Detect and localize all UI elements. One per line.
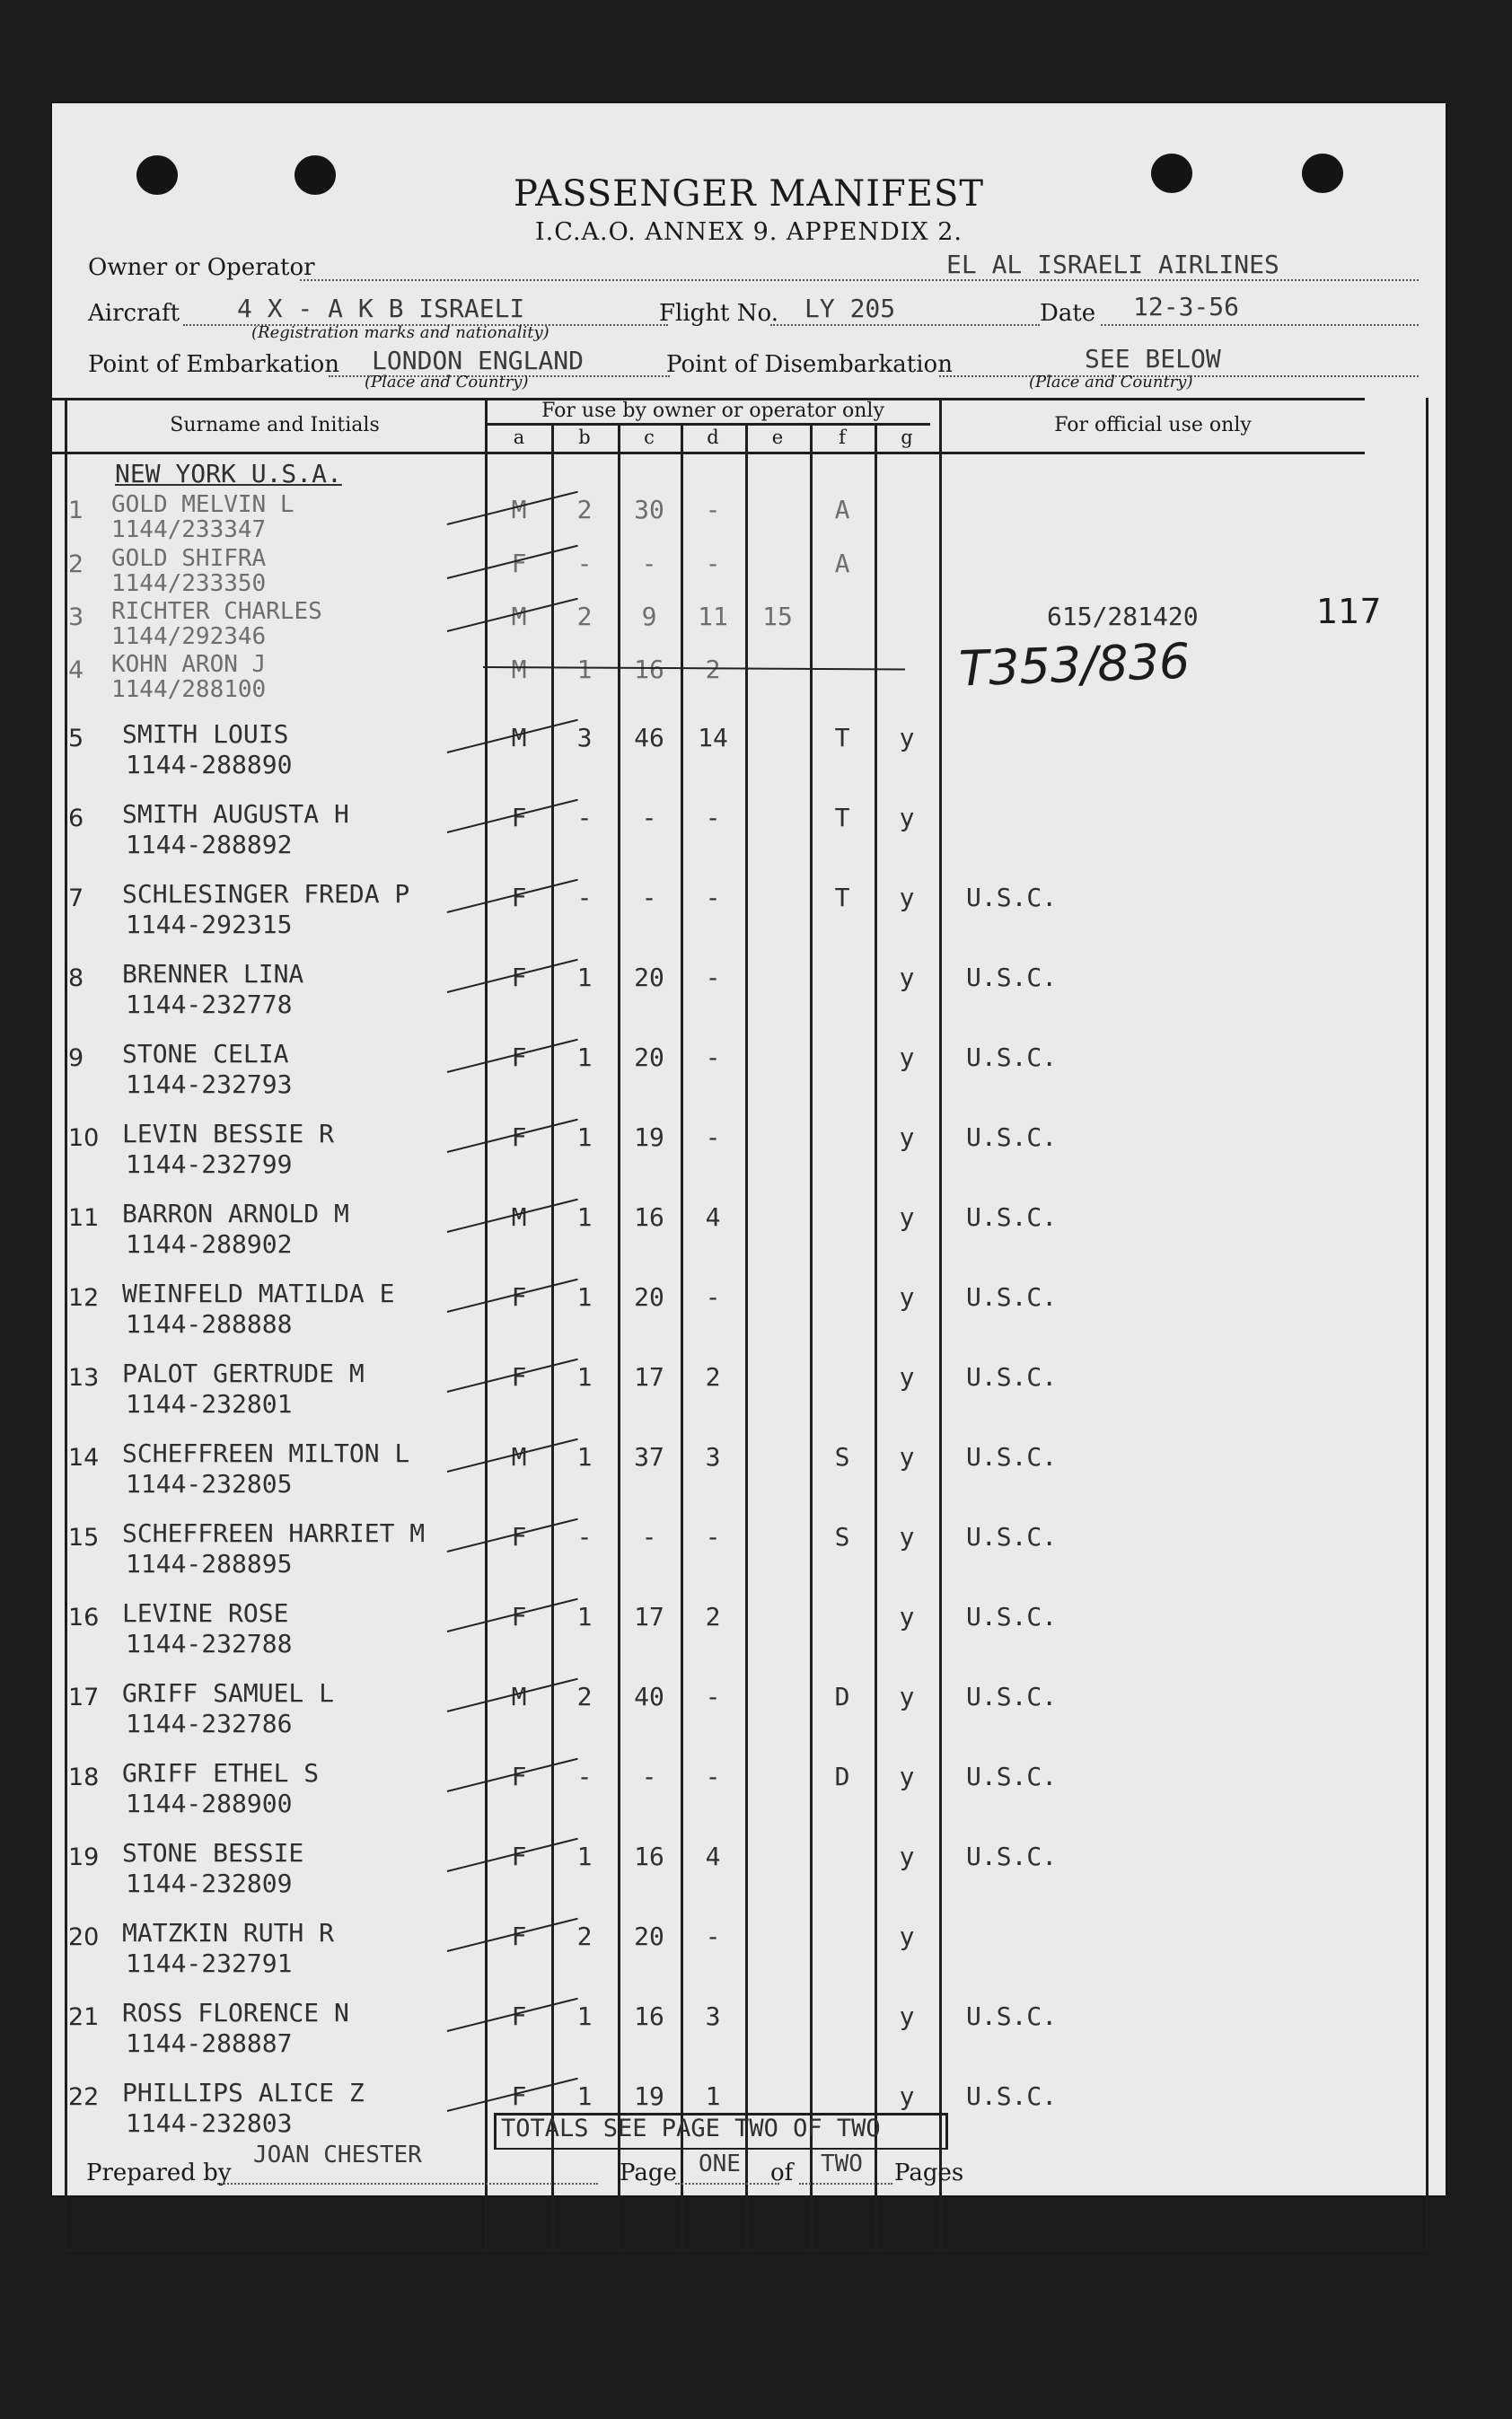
table-bottom-rule <box>65 2249 1426 2252</box>
cell-a: M <box>511 495 527 524</box>
cell-g: y <box>899 1522 915 1552</box>
col-b-rule <box>618 423 620 2249</box>
passenger-name: GRIFF ETHEL S <box>122 1758 320 1788</box>
passenger-name: LEVIN BESSIE R <box>122 1119 335 1148</box>
cell-c: 20 <box>634 1042 664 1072</box>
cell-g: y <box>899 1202 915 1232</box>
passenger-name: PHILLIPS ALICE Z <box>122 2078 365 2107</box>
ticket-number: 1144-288895 <box>126 1549 293 1579</box>
cell-b: - <box>576 803 593 832</box>
row-number: 19 <box>68 1843 100 1871</box>
cell-c: 19 <box>634 1122 664 1152</box>
official-use-entry: 615/281420 <box>1047 602 1199 631</box>
cell-b: 2 <box>576 1682 593 1711</box>
cell-c: - <box>641 549 657 578</box>
official-use-entry: U.S.C. <box>966 1762 1058 1791</box>
cell-c: 16 <box>634 1842 664 1871</box>
cell-g: y <box>899 883 915 912</box>
date-value: 12-3-56 <box>1133 292 1240 321</box>
prepared-by-dotline <box>217 2183 598 2185</box>
date-label: Date <box>1040 300 1096 327</box>
row-number: 17 <box>68 1684 100 1711</box>
cell-a: F <box>511 1042 527 1072</box>
cell-d: 1 <box>705 2081 721 2111</box>
cell-b: 1 <box>576 1602 593 1632</box>
row-number: 6 <box>68 805 84 832</box>
passenger-name: ROSS FLORENCE N <box>122 1998 349 2028</box>
official-use-entry: U.S.C. <box>966 1362 1058 1392</box>
cell-g: y <box>899 1042 915 1072</box>
cell-f: S <box>834 1522 850 1552</box>
ticket-number: 1144-232801 <box>126 1389 293 1419</box>
cell-b: - <box>576 1522 593 1552</box>
aircraft-note: (Registration marks and nationality) <box>251 323 549 342</box>
cell-g: y <box>899 1922 915 1951</box>
row-number: 13 <box>68 1364 100 1392</box>
col-c-rule <box>681 423 683 2249</box>
row-number: 9 <box>68 1044 84 1072</box>
cell-d: 4 <box>705 1842 721 1871</box>
flight-dotline <box>770 324 1040 326</box>
row-number: 11 <box>68 1204 100 1232</box>
row-number: 10 <box>68 1124 100 1152</box>
cell-b: 1 <box>576 2081 593 2111</box>
passenger-name: GRIFF SAMUEL L <box>122 1678 335 1708</box>
aircraft-value: 4 X - A K B ISRAELI <box>237 294 525 323</box>
cell-g: y <box>899 1282 915 1312</box>
ticket-number: 1144-232788 <box>126 1629 293 1658</box>
cell-g: y <box>899 1442 915 1472</box>
ticket-number: 1144-292315 <box>126 910 293 939</box>
cell-d: - <box>705 1042 721 1072</box>
row-number: 12 <box>68 1284 100 1312</box>
cell-b: 1 <box>576 1442 593 1472</box>
col-d-rule <box>745 423 748 2249</box>
cell-d: - <box>705 883 721 912</box>
cell-f: S <box>834 1442 850 1472</box>
cell-d: 3 <box>705 2001 721 2031</box>
row-number: 16 <box>68 1604 100 1632</box>
ticket-number: 1144-288890 <box>126 750 293 779</box>
col-header-b: b <box>578 427 591 448</box>
cell-d: - <box>705 803 721 832</box>
row-number: 5 <box>68 725 84 752</box>
disembarkation-note: (Place and Country) <box>1029 373 1193 391</box>
col-header-f: f <box>839 427 846 448</box>
page-label: Page <box>620 2160 677 2186</box>
cell-c: 16 <box>634 655 664 684</box>
cell-d: 14 <box>698 723 728 752</box>
cell-d: 11 <box>698 602 728 631</box>
passenger-name: MATZKIN RUTH R <box>122 1918 335 1948</box>
cell-b: 2 <box>576 495 593 524</box>
embarkation-label: Point of Embarkation <box>88 351 340 378</box>
passenger-name: SCHEFFREEN HARRIET M <box>122 1518 426 1548</box>
cell-d: - <box>705 1522 721 1552</box>
cell-a: F <box>511 1362 527 1392</box>
section-heading: NEW YORK U.S.A. <box>115 459 342 488</box>
cell-f: A <box>834 495 850 524</box>
disembarkation-value: SEE BELOW <box>1085 344 1221 374</box>
owner-label: Owner or Operator <box>88 254 315 281</box>
cell-c: 9 <box>641 602 657 631</box>
row-number: 18 <box>68 1764 100 1791</box>
cell-b: 3 <box>576 723 593 752</box>
official-use-entry: U.S.C. <box>966 1522 1058 1552</box>
aircraft-label: Aircraft <box>88 300 180 327</box>
official-use-entry: U.S.C. <box>966 1122 1058 1152</box>
prepared-by-label: Prepared by <box>86 2160 232 2186</box>
total-pages-value: TWO <box>821 2151 863 2177</box>
ticket-number: 1144-232809 <box>126 1869 293 1898</box>
col-header-g: g <box>901 427 913 448</box>
disembarkation-label: Point of Disembarkation <box>666 351 953 378</box>
ticket-number: 1144/233350 <box>111 570 267 597</box>
ticket-number: 1144-232778 <box>126 990 293 1019</box>
cell-b: - <box>576 1762 593 1791</box>
cell-d: - <box>705 1922 721 1951</box>
cell-g: y <box>899 803 915 832</box>
ticket-number: 1144-232791 <box>126 1948 293 1978</box>
cell-f: A <box>834 549 850 578</box>
passenger-name: BARRON ARNOLD M <box>122 1199 349 1228</box>
cell-a: F <box>511 963 527 992</box>
passenger-name: RICHTER CHARLES <box>111 598 322 625</box>
ticket-number: 1144-232786 <box>126 1709 293 1738</box>
cell-c: - <box>641 1762 657 1791</box>
cell-a: M <box>511 1682 527 1711</box>
cell-d: 2 <box>705 655 721 684</box>
cell-g: y <box>899 1362 915 1392</box>
cell-c: - <box>641 883 657 912</box>
cell-d: 2 <box>705 1362 721 1392</box>
passenger-name: GOLD SHIFRA <box>111 545 267 572</box>
cell-b: - <box>576 549 593 578</box>
cell-c: 17 <box>634 1602 664 1632</box>
cell-b: 1 <box>576 2001 593 2031</box>
cell-c: 19 <box>634 2081 664 2111</box>
passenger-name: WEINFELD MATILDA E <box>122 1279 395 1308</box>
passenger-name: SMITH AUGUSTA H <box>122 799 349 829</box>
cell-a: F <box>511 1762 527 1791</box>
table-header-rule <box>52 452 1365 454</box>
official-use-entry: U.S.C. <box>966 1202 1058 1232</box>
cell-d: 4 <box>705 1202 721 1232</box>
ticket-number: 1144-288887 <box>126 2028 293 2058</box>
official-use-entry: U.S.C. <box>966 1602 1058 1632</box>
cell-g: y <box>899 1842 915 1871</box>
ticket-number: 1144/292346 <box>111 623 267 650</box>
row-number: 8 <box>68 964 84 992</box>
cell-a: F <box>511 2001 527 2031</box>
cell-b: 1 <box>576 1842 593 1871</box>
passenger-name: SMITH LOUIS <box>122 719 289 749</box>
cell-c: 20 <box>634 963 664 992</box>
of-label: of <box>770 2160 794 2186</box>
row-number: 14 <box>68 1444 100 1472</box>
col-f-rule <box>875 423 877 2249</box>
cell-c: 20 <box>634 1922 664 1951</box>
official-use-entry: U.S.C. <box>966 963 1058 992</box>
ticket-number: 1144-288900 <box>126 1789 293 1818</box>
passenger-name: KOHN ARON J <box>111 651 267 678</box>
cell-b: - <box>576 883 593 912</box>
cell-b: 1 <box>576 1122 593 1152</box>
passenger-name: SCHEFFREEN MILTON L <box>122 1438 410 1468</box>
cell-d: - <box>705 495 721 524</box>
ticket-number: 1144-232799 <box>126 1149 293 1179</box>
official-use-entry: U.S.C. <box>966 1442 1058 1472</box>
embarkation-value: LONDON ENGLAND <box>372 346 585 375</box>
cell-c: 30 <box>634 495 664 524</box>
cell-c: 16 <box>634 2001 664 2031</box>
cell-a: F <box>511 1842 527 1871</box>
ticket-number: 1144/288100 <box>111 676 267 703</box>
cell-g: y <box>899 1602 915 1632</box>
prepared-by-value: JOAN CHESTER <box>253 2142 422 2168</box>
row-number: 21 <box>68 2003 100 2031</box>
cell-b: 1 <box>576 655 593 684</box>
ticket-number: 1144-288902 <box>126 1229 293 1259</box>
cell-a: F <box>511 1522 527 1552</box>
cell-d: - <box>705 1762 721 1791</box>
official-use-entry: U.S.C. <box>966 1282 1058 1312</box>
ticket-number: 1144-288888 <box>126 1309 293 1339</box>
passenger-name: STONE BESSIE <box>122 1838 304 1868</box>
official-use-entry: U.S.C. <box>966 2001 1058 2031</box>
cell-a: F <box>511 1602 527 1632</box>
cell-b: 1 <box>576 1362 593 1392</box>
passenger-name: SCHLESINGER FREDA P <box>122 879 410 909</box>
col-e-rule <box>810 423 813 2249</box>
cell-d: - <box>705 963 721 992</box>
cell-f: T <box>834 883 850 912</box>
col-a-rule <box>551 423 554 2249</box>
cell-c: - <box>641 1522 657 1552</box>
official-use-entry: U.S.C. <box>966 1842 1058 1871</box>
date-dotline <box>1101 324 1419 326</box>
cell-a: F <box>511 549 527 578</box>
table-right-rule <box>1426 398 1428 2249</box>
embarkation-note: (Place and Country) <box>365 373 529 391</box>
col-header-c: c <box>644 427 655 448</box>
col-header-e: e <box>771 427 784 448</box>
manifest-title: PASSENGER MANIFEST <box>513 173 985 215</box>
cell-b: 1 <box>576 1202 593 1232</box>
ticket-number: 1144/233347 <box>111 516 267 543</box>
table-left-rule <box>65 398 67 2249</box>
passenger-name: PALOT GERTRUDE M <box>122 1359 365 1388</box>
official-use-entry: U.S.C. <box>966 2081 1058 2111</box>
ticket-number: 1144-232793 <box>126 1069 293 1099</box>
cell-c: 37 <box>634 1442 664 1472</box>
ticket-number: 1144-288892 <box>126 830 293 859</box>
handwritten-number: T353/836 <box>957 632 1191 698</box>
cell-d: - <box>705 1122 721 1152</box>
cell-a: F <box>511 1922 527 1951</box>
page-value: ONE <box>699 2151 741 2177</box>
cell-a: F <box>511 883 527 912</box>
total-pages-dotline <box>799 2183 892 2185</box>
cell-a: M <box>511 723 527 752</box>
manifest-sheet <box>52 103 1446 2195</box>
row-number: 4 <box>68 656 84 684</box>
cell-b: 2 <box>576 602 593 631</box>
passenger-name: LEVINE ROSE <box>122 1598 289 1628</box>
ticket-number: 1144-232805 <box>126 1469 293 1499</box>
row-number: 20 <box>68 1923 100 1951</box>
cell-a: M <box>511 1202 527 1232</box>
cell-c: 16 <box>634 1202 664 1232</box>
cell-a: M <box>511 602 527 631</box>
cell-d: 2 <box>705 1602 721 1632</box>
cell-g: y <box>899 1122 915 1152</box>
cell-g: y <box>899 2001 915 2031</box>
cell-e: 15 <box>762 602 793 631</box>
owner-dotline <box>300 279 1419 281</box>
passenger-name: BRENNER LINA <box>122 959 304 989</box>
row-number: 2 <box>68 550 84 578</box>
owner-value: EL AL ISRAELI AIRLINES <box>946 250 1279 279</box>
cell-g: y <box>899 1682 915 1711</box>
col-header-a: a <box>513 427 525 448</box>
cell-f: T <box>834 803 850 832</box>
cell-c: 17 <box>634 1362 664 1392</box>
cell-g: y <box>899 963 915 992</box>
cell-d: - <box>705 549 721 578</box>
cell-b: 2 <box>576 1922 593 1951</box>
cell-f: T <box>834 723 850 752</box>
official-use-entry: U.S.C. <box>966 1042 1058 1072</box>
passenger-name: STONE CELIA <box>122 1039 289 1069</box>
cell-g: y <box>899 1762 915 1791</box>
cell-c: 46 <box>634 723 664 752</box>
cell-b: 1 <box>576 1282 593 1312</box>
operator-header: For use by owner or operator only <box>541 400 884 422</box>
cell-a: F <box>511 1122 527 1152</box>
flight-value: LY 205 <box>804 294 896 323</box>
page-dotline <box>675 2183 779 2185</box>
passenger-name: GOLD MELVIN L <box>111 491 294 518</box>
row-number: 1 <box>68 497 84 524</box>
cell-f: D <box>834 1762 850 1791</box>
official-use-entry: U.S.C. <box>966 883 1058 912</box>
official-header: For official use only <box>1054 414 1252 436</box>
cell-b: 1 <box>576 1042 593 1072</box>
cell-c: 40 <box>634 1682 664 1711</box>
official-column-rule <box>939 398 942 2249</box>
surname-header: Surname and Initials <box>170 414 380 436</box>
cell-f: D <box>834 1682 850 1711</box>
ticket-number: 1144-232803 <box>126 2108 293 2138</box>
row-number: 15 <box>68 1524 100 1552</box>
pages-label: Pages <box>894 2160 964 2186</box>
flight-label: Flight No. <box>659 300 778 327</box>
row-number: 7 <box>68 884 84 912</box>
cell-a: M <box>511 1442 527 1472</box>
cell-d: - <box>705 1282 721 1312</box>
cell-c: - <box>641 803 657 832</box>
cell-a: F <box>511 2081 527 2111</box>
totals-text: TOTALS SEE PAGE TWO OF TWO <box>501 2115 881 2142</box>
row-number: 22 <box>68 2083 100 2111</box>
cell-c: 20 <box>634 1282 664 1312</box>
cell-d: 3 <box>705 1442 721 1472</box>
cell-d: - <box>705 1682 721 1711</box>
cell-g: y <box>899 723 915 752</box>
manifest-subtitle: I.C.A.O. ANNEX 9. APPENDIX 2. <box>535 218 963 246</box>
cell-a: F <box>511 803 527 832</box>
cell-a: F <box>511 1282 527 1312</box>
cell-a: M <box>511 655 527 684</box>
page-count-mark: 117 <box>1316 592 1382 631</box>
cell-b: 1 <box>576 963 593 992</box>
col-header-d: d <box>707 427 719 448</box>
row-number: 3 <box>68 603 84 631</box>
official-use-entry: U.S.C. <box>966 1682 1058 1711</box>
cell-g: y <box>899 2081 915 2111</box>
